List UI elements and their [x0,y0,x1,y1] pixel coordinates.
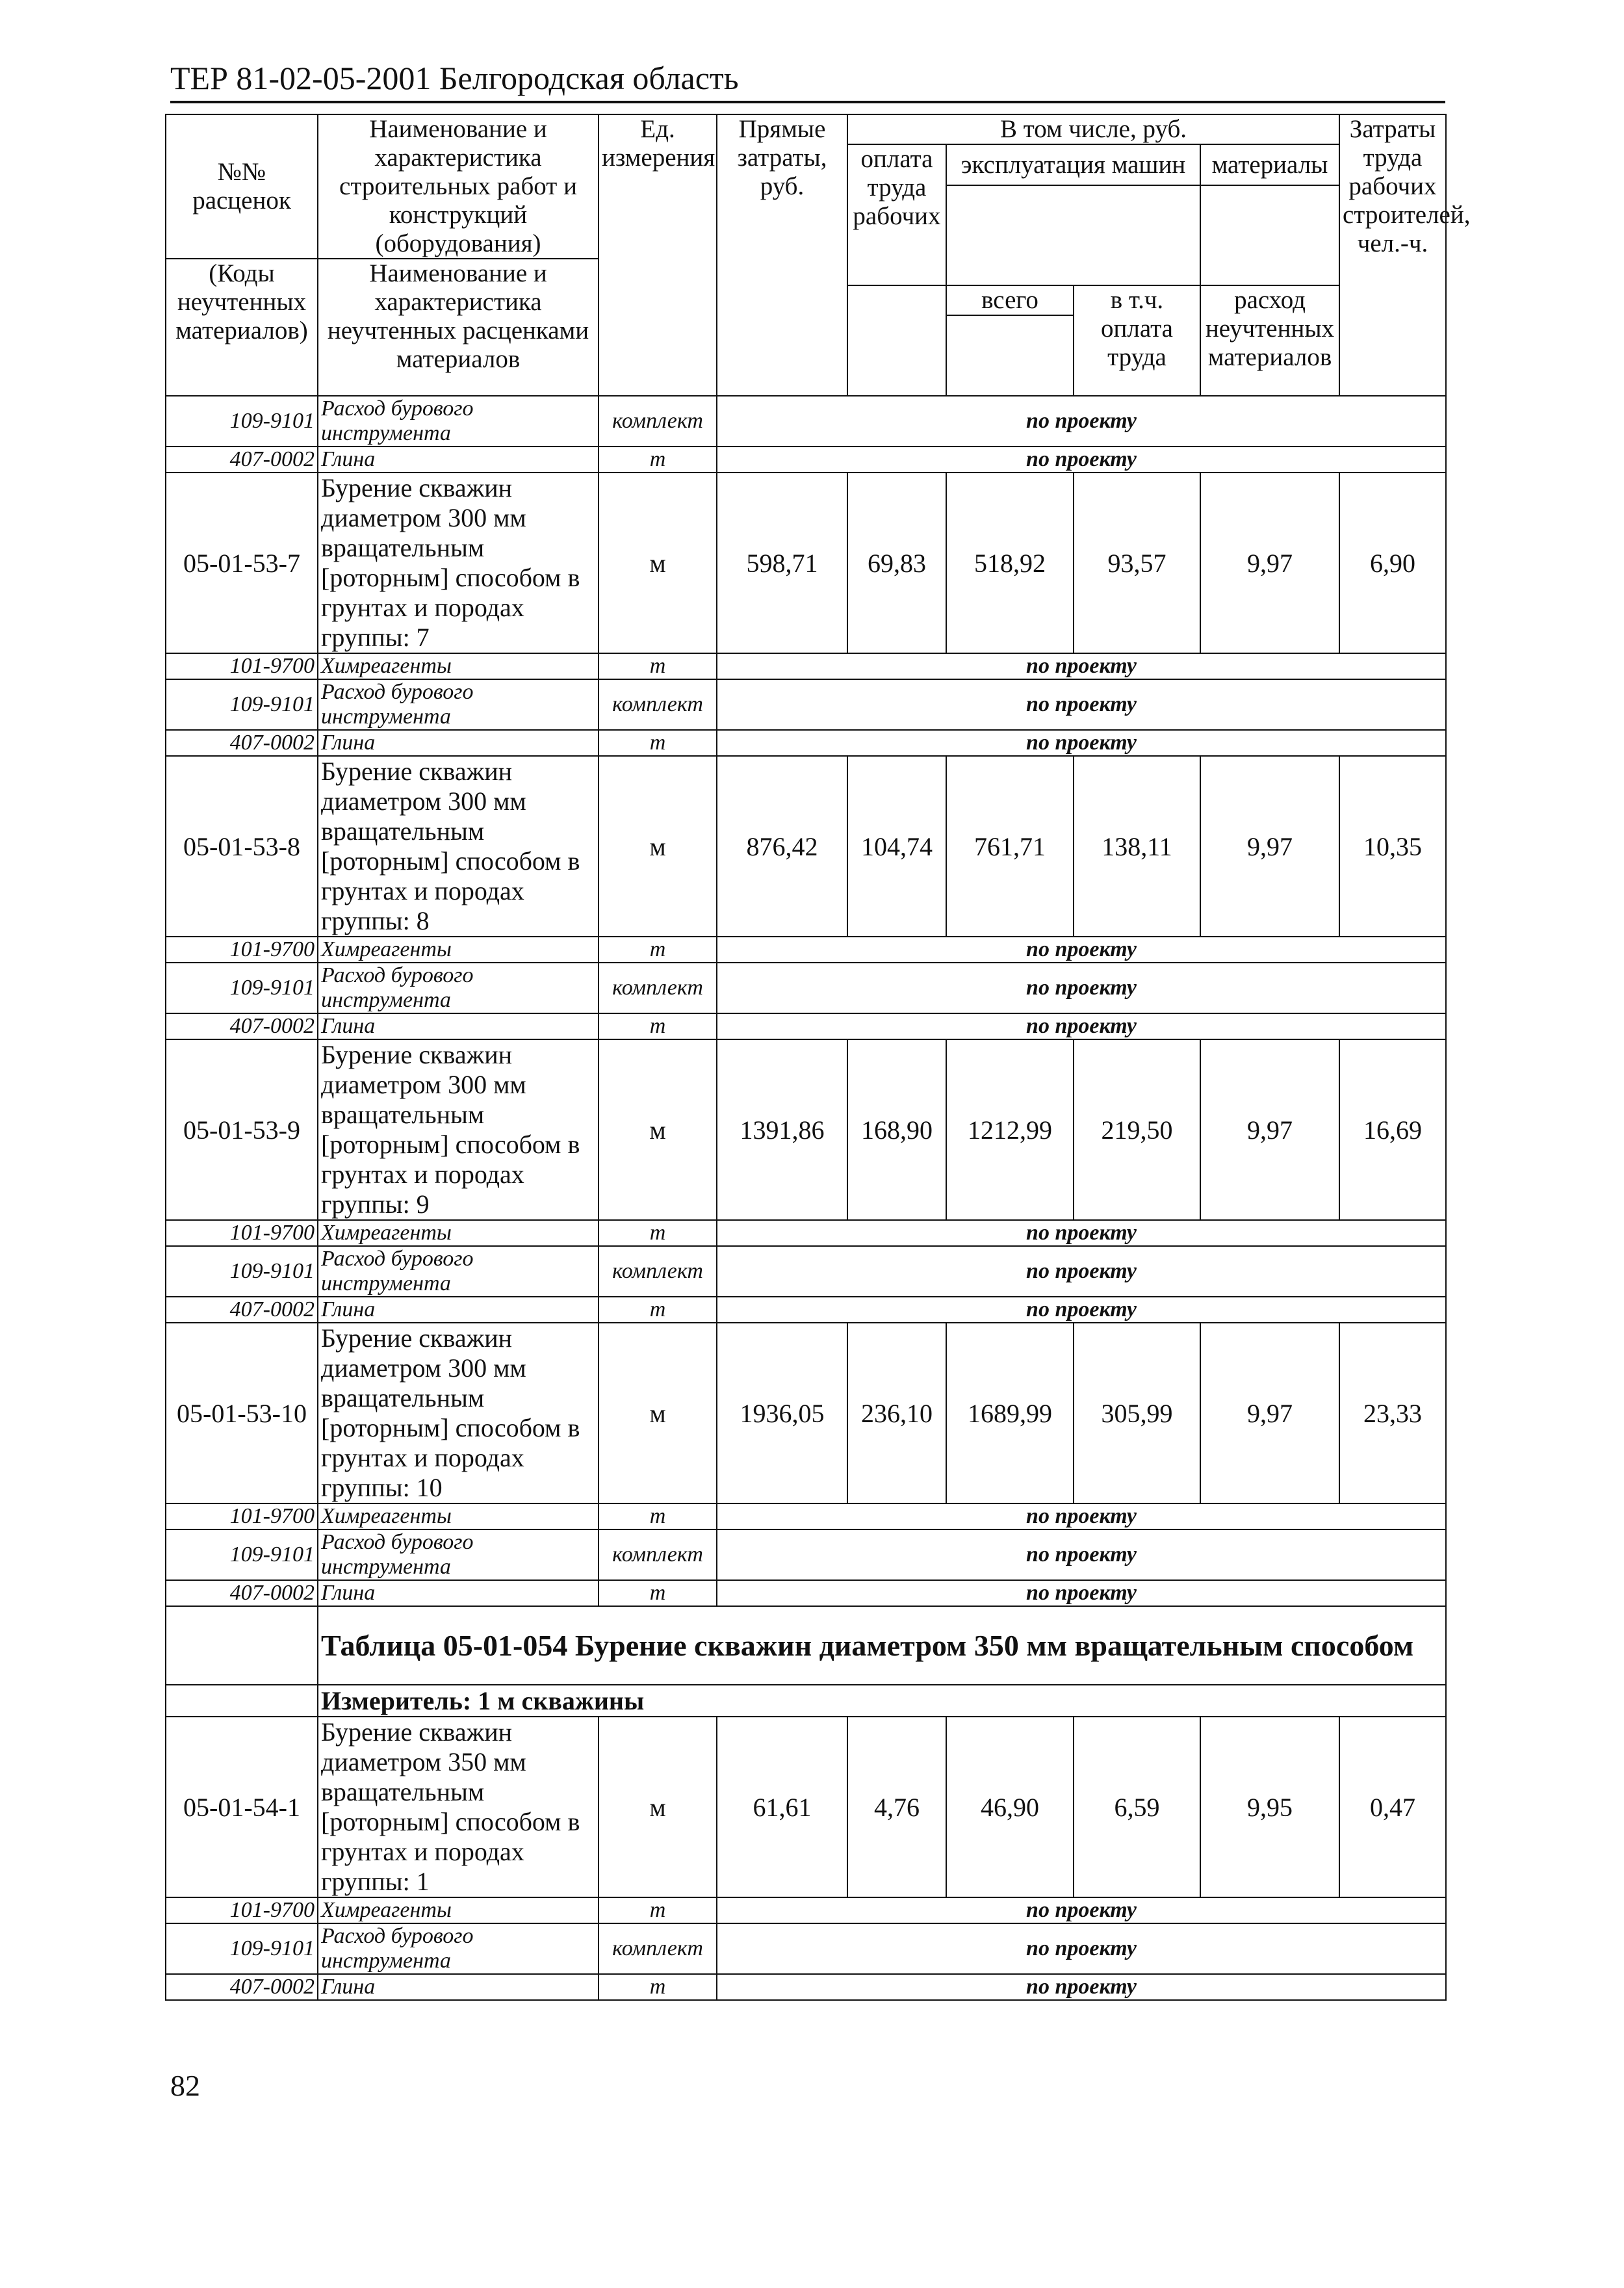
material-unit: комплект [599,679,717,730]
material-code: 407-0002 [166,1013,318,1039]
direct-cost: 1391,86 [717,1039,847,1220]
rate-unit: м [599,1039,717,1220]
rate-code: 05-01-53-7 [166,473,318,653]
col-unit: Ед. измерения [599,114,717,396]
material-unit: комплект [599,1529,717,1580]
col-mat-unaccounted: расход неучтенных материалов [1200,285,1339,396]
table-title: Таблица 05-01-054 Бурение скважин диаметром 350 мм вращательным способом [318,1606,1446,1685]
material-code: 407-0002 [166,1580,318,1606]
labor-hours: 23,33 [1339,1323,1446,1503]
machines-labor-pay: 138,11 [1074,756,1200,937]
labor-hours: 10,35 [1339,756,1446,937]
material-row [166,1246,1446,1297]
material-row [166,679,1446,730]
col-direct: Прямые затраты, руб. [717,114,847,396]
machines-labor-pay: 219,50 [1074,1039,1200,1220]
material-unit: комплект [599,963,717,1013]
material-row [166,1297,1446,1323]
material-value: по проекту [717,447,1446,473]
material-row [166,653,1446,679]
col-code: №№ расценок [166,114,318,259]
machines-total: 1689,99 [946,1323,1074,1503]
labor-pay: 236,10 [847,1323,946,1503]
header-rule [170,101,1445,103]
material-unit: т [599,1503,717,1529]
material-code: 101-9700 [166,1503,318,1529]
rate-row [166,1717,1446,1897]
material-code: 109-9101 [166,679,318,730]
material-value: по проекту [717,937,1446,963]
material-row [166,1220,1446,1246]
material-code: 101-9700 [166,937,318,963]
material-value: по проекту [717,396,1446,447]
rate-row [166,1323,1446,1503]
material-row [166,1529,1446,1580]
machines-labor-pay: 305,99 [1074,1323,1200,1503]
meter-row [166,1685,1446,1717]
direct-cost: 1936,05 [717,1323,847,1503]
machines-labor-pay: 6,59 [1074,1717,1200,1897]
material-unit: т [599,1580,717,1606]
material-value: по проекту [717,653,1446,679]
material-value: по проекту [717,1503,1446,1529]
rate-unit: м [599,473,717,653]
material-name: Расход бурового инструмента [318,679,599,730]
material-unit: комплект [599,1923,717,1974]
material-unit: т [599,1897,717,1923]
rate-unit: м [599,756,717,937]
labor-pay: 104,74 [847,756,946,937]
material-row [166,937,1446,963]
machines-total: 761,71 [946,756,1074,937]
material-row [166,1580,1446,1606]
col-mach-total: всего [946,285,1074,315]
rate-row [166,473,1446,653]
material-code: 109-9101 [166,396,318,447]
rate-code: 05-01-53-9 [166,1039,318,1220]
material-row [166,1974,1446,2000]
rate-row [166,1039,1446,1220]
materials-cost: 9,95 [1200,1717,1339,1897]
rate-code: 05-01-54-1 [166,1717,318,1897]
col-name2: Наименование и характеристика неучтенных расценками материалов [318,259,599,396]
material-name: Расход бурового инструмента [318,1923,599,1974]
rate-description: Бурение скважин диаметром 300 мм вращательным [роторным] способом в грунтах и породах группы: 7 [318,473,599,653]
material-code: 101-9700 [166,1897,318,1923]
direct-cost: 61,61 [717,1717,847,1897]
material-value: по проекту [717,963,1446,1013]
material-value: по проекту [717,1974,1446,2000]
material-name: Глина [318,447,599,473]
col-name: Наименование и характеристика строительных работ и конструкций (оборудования) [318,114,599,259]
document-header: ТЕР 81-02-05-2001 Белгородская область [170,60,739,96]
material-code: 101-9700 [166,653,318,679]
material-value: по проекту [717,679,1446,730]
material-unit: комплект [599,396,717,447]
rate-description: Бурение скважин диаметром 300 мм вращательным [роторным] способом в грунтах и породах группы: 10 [318,1323,599,1503]
material-code: 109-9101 [166,1246,318,1297]
col-machines: эксплуатация машин [946,144,1200,185]
direct-cost: 598,71 [717,473,847,653]
rate-description: Бурение скважин диаметром 300 мм вращательным [роторным] способом в грунтах и породах группы: 8 [318,756,599,937]
material-unit: т [599,1013,717,1039]
labor-pay: 4,76 [847,1717,946,1897]
material-name: Глина [318,730,599,756]
material-name: Химреагенты [318,653,599,679]
page-number: 82 [170,2069,200,2102]
material-value: по проекту [717,730,1446,756]
labor-hours: 0,47 [1339,1717,1446,1897]
material-name: Химреагенты [318,937,599,963]
material-name: Расход бурового инструмента [318,1529,599,1580]
materials-cost: 9,97 [1200,473,1339,653]
direct-cost: 876,42 [717,756,847,937]
material-row [166,730,1446,756]
col-labor-pay: оплата труда рабочих [847,144,946,285]
material-name: Химреагенты [318,1503,599,1529]
col-code2: (Коды неучтенных материалов) [166,259,318,396]
col-incl: В том числе, руб. [847,114,1339,144]
labor-pay: 168,90 [847,1039,946,1220]
material-row [166,1897,1446,1923]
machines-total: 1212,99 [946,1039,1074,1220]
materials-cost: 9,97 [1200,756,1339,937]
material-value: по проекту [717,1529,1446,1580]
material-value: по проекту [717,1297,1446,1323]
material-code: 407-0002 [166,1297,318,1323]
rate-code: 05-01-53-8 [166,756,318,937]
material-unit: т [599,730,717,756]
rates-table [165,114,1471,2001]
material-name: Расход бурового инструмента [318,396,599,447]
material-row [166,1923,1446,1974]
rate-unit: м [599,1323,717,1503]
col-materials: материалы [1200,144,1339,185]
rate-description: Бурение скважин диаметром 300 мм вращательным [роторным] способом в грунтах и породах группы: 9 [318,1039,599,1220]
material-unit: т [599,1220,717,1246]
rate-description: Бурение скважин диаметром 350 мм вращательным [роторным] способом в грунтах и породах группы: 1 [318,1717,599,1897]
rate-row [166,756,1446,937]
material-row [166,396,1446,447]
material-unit: т [599,653,717,679]
col-mach-labor: в т.ч. оплата труда [1074,285,1200,396]
table-meter: Измеритель: 1 м скважины [318,1685,1446,1717]
material-name: Глина [318,1297,599,1323]
labor-pay: 69,83 [847,473,946,653]
machines-labor-pay: 93,57 [1074,473,1200,653]
material-code: 407-0002 [166,447,318,473]
materials-cost: 9,97 [1200,1039,1339,1220]
material-value: по проекту [717,1923,1446,1974]
material-name: Химреагенты [318,1897,599,1923]
material-value: по проекту [717,1580,1446,1606]
material-unit: т [599,937,717,963]
material-name: Расход бурового инструмента [318,963,599,1013]
material-unit: т [599,447,717,473]
material-unit: т [599,1974,717,2000]
material-unit: т [599,1297,717,1323]
machines-total: 46,90 [946,1717,1074,1897]
material-row [166,447,1446,473]
material-value: по проекту [717,1013,1446,1039]
material-name: Глина [318,1013,599,1039]
material-value: по проекту [717,1220,1446,1246]
material-name: Расход бурового инструмента [318,1246,599,1297]
material-code: 407-0002 [166,1974,318,2000]
material-row [166,963,1446,1013]
labor-hours: 6,90 [1339,473,1446,653]
material-value: по проекту [717,1246,1446,1297]
col-labor-cost: Затраты труда рабочих строителей, чел.-ч. [1339,114,1446,396]
material-unit: комплект [599,1246,717,1297]
rate-unit: м [599,1717,717,1897]
material-row [166,1503,1446,1529]
rate-code: 05-01-53-10 [166,1323,318,1503]
materials-cost: 9,97 [1200,1323,1339,1503]
material-name: Глина [318,1580,599,1606]
material-code: 109-9101 [166,963,318,1013]
table-title-row [166,1606,1446,1685]
material-value: по проекту [717,1897,1446,1923]
material-name: Химреагенты [318,1220,599,1246]
material-code: 101-9700 [166,1220,318,1246]
machines-total: 518,92 [946,473,1074,653]
material-code: 109-9101 [166,1529,318,1580]
material-code: 109-9101 [166,1923,318,1974]
material-name: Глина [318,1974,599,2000]
labor-hours: 16,69 [1339,1039,1446,1220]
material-row [166,1013,1446,1039]
header-row-1 [166,114,1446,144]
material-code: 407-0002 [166,730,318,756]
